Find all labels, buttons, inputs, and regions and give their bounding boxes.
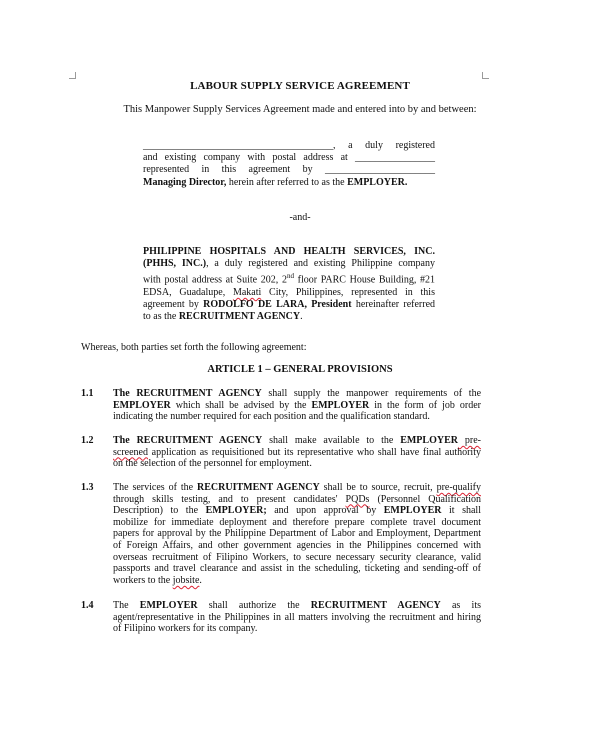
employer-party-block xyxy=(143,140,435,189)
margin-marker-left xyxy=(69,72,76,79)
intro-line: This Manpower Supply Services Agreement made and entered into by and between: xyxy=(123,104,477,115)
employer-line-2: and existing company with postal address at ________________ xyxy=(143,152,435,164)
employer-line-1: ______________________________________, a duly registered xyxy=(143,140,435,151)
agency-line-5: agreement by RODOLFO DE LARA, President hereinafter referred xyxy=(143,299,436,311)
agency-line-6: to as the RECRUITMENT AGENCY. xyxy=(143,311,303,323)
clause-body: The services of the RECRUITMENT AGENCY shall be to source, recruit, pre-qualify through skills testing, and to present candidates' PQDs (Personnel Qualification Description) to the EMPLOYER; and upon approval by EMPLOYER it shall mobilize for immediate deployment and therefore prepare complete travel document papers for approval by the Philippine Department of Labor and Employment, Department of Foreign Affairs, and other government agencies in the Philippines concerned with overseas recruitment of Filipino Workers, to secure necessary security clearance, valid passports and travel clearance and assist in the scheduling, ticketing and sending-off of workers to the jobsite. xyxy=(113,482,481,586)
employer-line-4: Managing Director, herein after referred to as the EMPLOYER. xyxy=(143,176,408,188)
agency-line-3: with postal address at Suite 202, 2nd floor PARC House Building, #21 xyxy=(143,272,435,286)
agency-line-2: (PHHS, INC.), a duly registered and existing Philippine company xyxy=(143,258,435,270)
clause-body: The EMPLOYER shall authorize the RECRUITMENT AGENCY as its agent/representative in the Philippines in all matters involving the recruitment and hiring of Filipino workers for its company. xyxy=(113,600,481,635)
agency-line-1: PHILIPPINE HOSPITALS AND HEALTH SERVICES, INC. xyxy=(143,246,435,257)
agency-line-4: EDSA, Guadalupe, Makati City, Philippines, represented in this xyxy=(143,286,435,298)
document-title: LABOUR SUPPLY SERVICE AGREEMENT xyxy=(190,80,410,92)
clause-number: 1.3 xyxy=(81,482,94,493)
and-separator: -and- xyxy=(289,212,311,223)
clause-number: 1.1 xyxy=(81,388,94,399)
whereas-line: Whereas, both parties set forth the following agreement: xyxy=(81,342,307,353)
margin-marker-right xyxy=(482,72,489,79)
clause-body: The RECRUITMENT AGENCY shall make available to the EMPLOYER pre- screened application as requisitioned but its representative who shall have final authority on the selection of the personnel for employment. xyxy=(113,435,481,470)
clause-number: 1.2 xyxy=(81,435,94,446)
employer-line-3: represented in this agreement by ______________________ xyxy=(143,164,435,176)
clause-number: 1.4 xyxy=(81,600,94,611)
agency-party-block xyxy=(143,246,435,324)
clause-body: The RECRUITMENT AGENCY shall supply the manpower requirements of the EMPLOYER which shall be advised by the EMPLOYER in the form of job order indicating the number required for each position and the qualification standard. xyxy=(113,388,482,423)
article-heading: ARTICLE 1 – GENERAL PROVISIONS xyxy=(207,364,393,375)
